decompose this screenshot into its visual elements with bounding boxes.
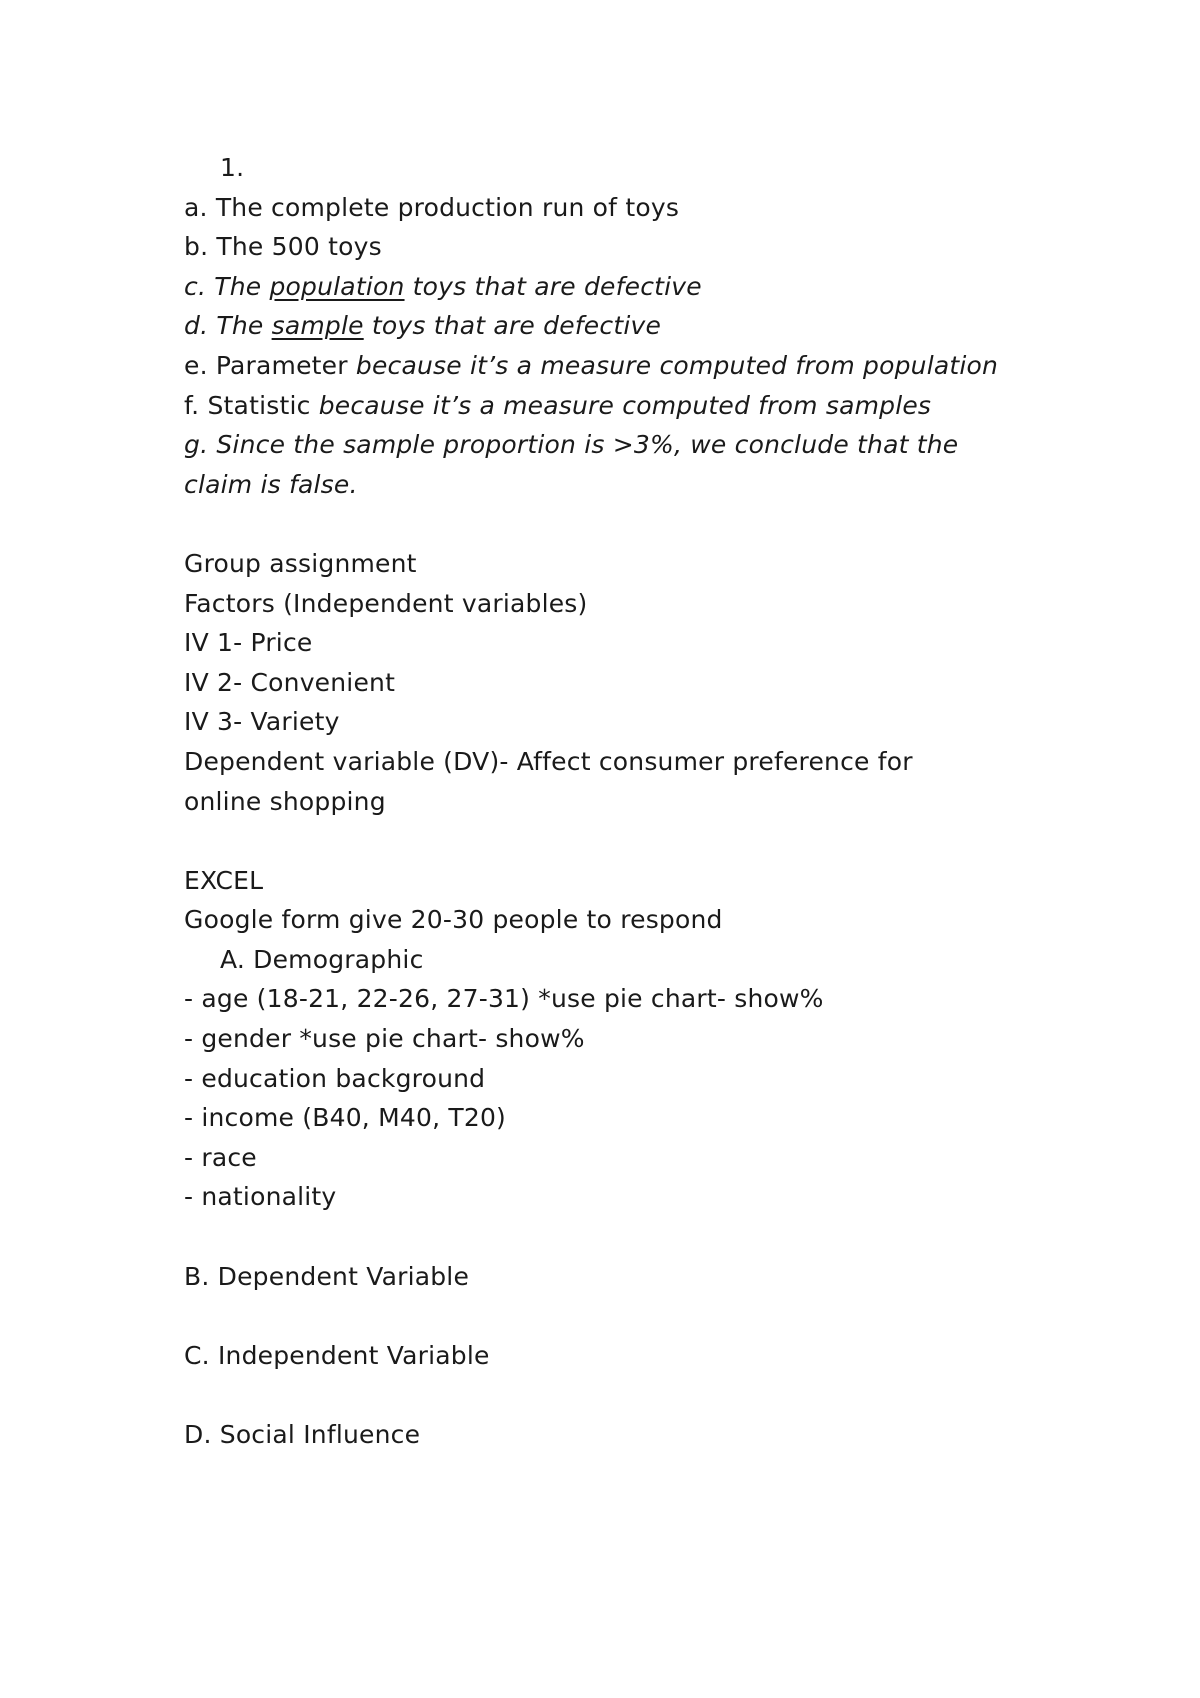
answer-a: a. The complete production run of toys [184,192,680,222]
answer-e-plain: e. Parameter [184,350,356,380]
demographic-item-race: - race [184,1142,257,1172]
answer-e [184,346,1044,386]
section-b-heading: B. Dependent Variable [184,1261,470,1291]
document-body [184,148,1044,1455]
answer-f-plain: f. Statistic [184,390,319,420]
answer-f-italic: because it’s a measure computed from samples [318,390,932,420]
answer-b: b. The 500 toys [184,232,382,262]
answer-e-italic: because it’s a measure computed from population [355,350,999,380]
answer-d-underlined: sample [271,311,364,341]
answer-f [184,386,1044,426]
answer-c-underlined: population [269,271,405,301]
demographic-item-nationality: - nationality [184,1182,337,1212]
answer-d [184,306,1044,346]
answer-d-suffix: toys that are defective [363,311,662,341]
demographic-item-age: - age (18-21, 22-26, 27-31) *use pie chart- show% [184,984,824,1014]
demographic-item-gender: - gender *use pie chart- show% [184,1024,585,1054]
section-c-heading: C. Independent Variable [184,1340,490,1370]
iv2-line: IV 2- Convenient [184,667,396,697]
dv-line2: online shopping [184,786,386,816]
answer-c [184,267,1044,307]
section-d-heading: D. Social Influence [184,1420,421,1449]
iv3-line: IV 3- Variety [184,707,340,737]
iv1-line: IV 1- Price [184,628,313,658]
demographic-item-income: - income (B40, M40, T20) [184,1103,506,1133]
answer-d-prefix: d. The [184,311,272,341]
spacer [184,504,1044,544]
answer-g-line2: claim is false. [184,469,358,499]
answer-c-prefix: c. The [184,271,270,301]
spacer [184,1217,1044,1257]
factors-heading: Factors (Independent variables) [184,588,588,618]
answer-g-line1: g. Since the sample proportion is >3%, we conclude that the [184,430,959,460]
google-form-line: Google form give 20-30 people to respond [184,905,723,935]
section-a-heading: A. Demographic [220,944,424,974]
group-assignment-title: Group assignment [184,548,417,578]
spacer [184,1375,1044,1415]
demographic-item-education: - education background [184,1063,486,1093]
spacer [184,821,1044,861]
dv-line1: Dependent variable (DV)- Affect consumer preference for [184,746,913,776]
question-number: 1. [220,153,245,182]
spacer [184,1296,1044,1336]
answer-c-suffix: toys that are defective [404,271,702,301]
excel-title: EXCEL [184,865,264,895]
